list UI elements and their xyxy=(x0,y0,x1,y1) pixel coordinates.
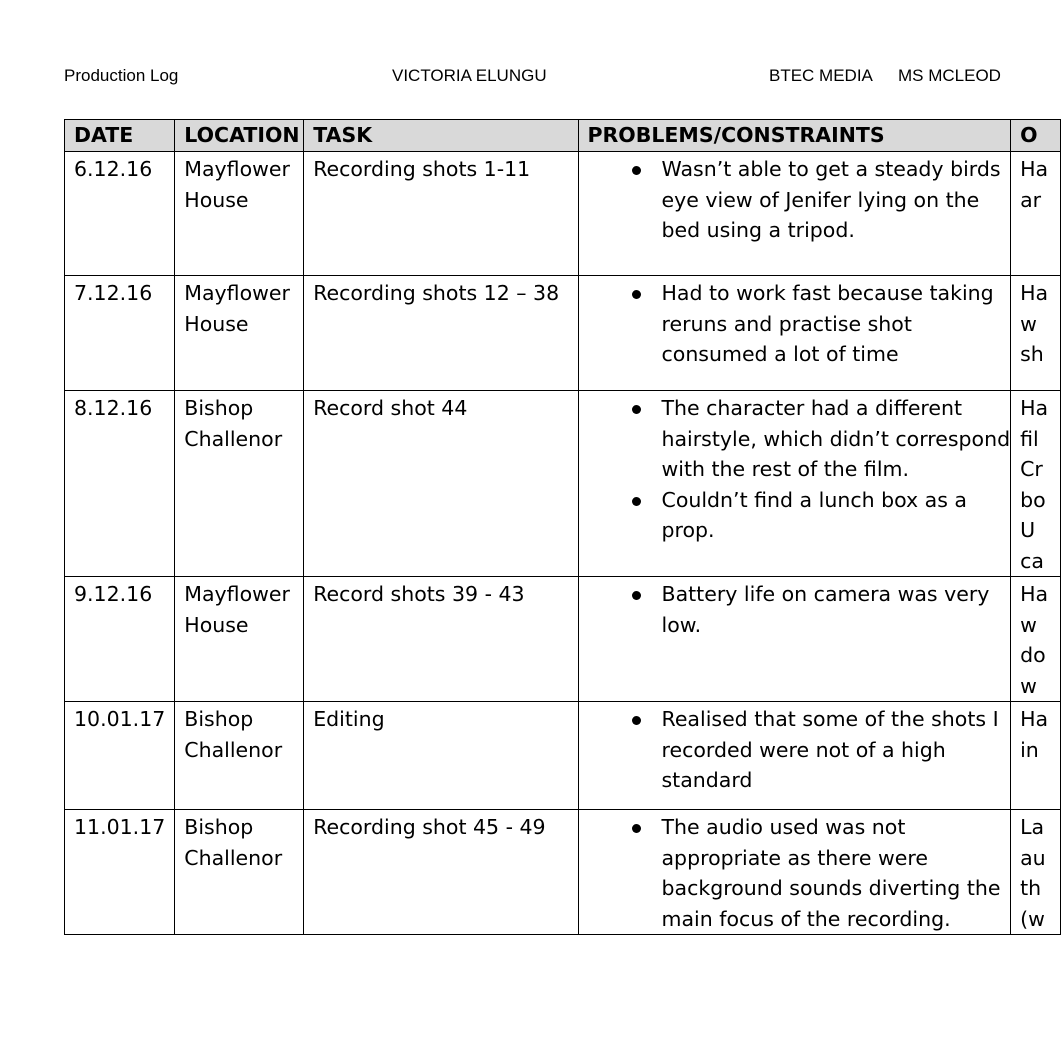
cell-location xyxy=(175,810,304,935)
location-line: Challenor xyxy=(184,845,283,870)
problem-line: with the rest of the film. xyxy=(661,457,910,481)
problem-item xyxy=(626,154,1011,246)
location-line: Bishop xyxy=(184,396,254,420)
cell-task: Record shot 44 xyxy=(304,391,578,577)
teacher-name: MS MCLEOD xyxy=(898,66,1001,85)
location-line: Mayflower xyxy=(184,582,290,606)
problem-list xyxy=(588,704,1011,796)
table-row xyxy=(65,577,1061,702)
outcome-line: bo xyxy=(1020,487,1046,512)
problem-item xyxy=(626,278,1011,370)
problem-line: Had to work fast because taking xyxy=(661,281,994,305)
problem-line: Battery life on camera was very xyxy=(661,582,990,606)
outcome-line: U xyxy=(1020,518,1036,542)
outcome-line: w xyxy=(1020,673,1037,698)
problem-line: standard xyxy=(661,768,753,792)
location-line: House xyxy=(184,187,249,212)
problem-list xyxy=(588,154,1011,246)
table-header-row xyxy=(65,120,1061,152)
problem-line: The character had a different xyxy=(661,396,963,420)
cell-task: Recording shots 12 – 38 xyxy=(304,276,578,391)
cell-outcome xyxy=(1011,391,1061,577)
problem-list xyxy=(588,812,1011,934)
problem-list xyxy=(588,393,1011,546)
outcome-line: ar xyxy=(1020,187,1042,212)
problem-line: Couldn’t find a lunch box as a xyxy=(661,487,967,512)
problem-line: background sounds diverting the xyxy=(661,876,1001,900)
outcome-line: ca xyxy=(1020,548,1044,573)
outcome-line: La xyxy=(1020,815,1045,839)
cell-problems xyxy=(578,391,1011,577)
table-row xyxy=(65,810,1061,935)
column-header-date: DATE xyxy=(65,120,175,152)
problem-line: main focus of the recording. xyxy=(661,906,951,931)
outcome-line: Ha xyxy=(1020,582,1049,606)
cell-location xyxy=(175,391,304,577)
cell-date: 9.12.16 xyxy=(65,577,175,702)
location-line: Bishop xyxy=(184,815,254,839)
cell-date: 10.01.17 xyxy=(65,702,175,810)
outcome-line: Ha xyxy=(1020,281,1049,305)
problem-item xyxy=(626,704,1011,796)
problem-line: Wasn’t able to get a steady birds xyxy=(661,157,1001,181)
column-header-outcome: O xyxy=(1011,120,1061,152)
problem-line: hairstyle, which didn’t correspond xyxy=(661,426,1011,451)
student-name: VICTORIA ELUNGU xyxy=(392,66,547,85)
outcome-line: au xyxy=(1020,845,1046,870)
cell-location xyxy=(175,702,304,810)
cell-date: 11.01.17 xyxy=(65,810,175,935)
table-row xyxy=(65,152,1061,276)
problem-line: Realised that some of the shots I xyxy=(661,707,999,731)
table-row xyxy=(65,276,1061,391)
column-header-problems: PROBLEMS/CONSTRAINTS xyxy=(578,120,1011,152)
location-line: House xyxy=(184,612,249,637)
cell-outcome xyxy=(1011,810,1061,935)
location-line: Bishop xyxy=(184,707,254,731)
cell-problems xyxy=(578,577,1011,702)
outcome-line: sh xyxy=(1020,342,1044,366)
problem-item xyxy=(626,393,1011,485)
cell-outcome xyxy=(1011,577,1061,702)
location-line: House xyxy=(184,311,249,336)
table-row xyxy=(65,391,1061,577)
cell-problems xyxy=(578,810,1011,935)
problem-line: eye view of Jenifer lying on the xyxy=(661,187,980,212)
course-name: BTEC MEDIA xyxy=(769,66,873,85)
cell-task: Recording shot 45 - 49 xyxy=(304,810,578,935)
cell-date: 7.12.16 xyxy=(65,276,175,391)
cell-date: 8.12.16 xyxy=(65,391,175,577)
doc-title: Production Log xyxy=(64,66,179,85)
location-line: Challenor xyxy=(184,737,283,762)
location-line: Challenor xyxy=(184,426,283,451)
outcome-line: Cr xyxy=(1020,457,1043,481)
cell-problems xyxy=(578,152,1011,276)
problem-line: prop. xyxy=(661,518,715,542)
cell-outcome xyxy=(1011,276,1061,391)
problem-list xyxy=(588,278,1011,370)
problem-line: recorded were not of a high xyxy=(661,737,946,762)
cell-date: 6.12.16 xyxy=(65,152,175,276)
outcome-line: fil xyxy=(1020,426,1039,451)
cell-task: Editing xyxy=(304,702,578,810)
table-row xyxy=(65,702,1061,810)
cell-outcome xyxy=(1011,152,1061,276)
cell-location xyxy=(175,276,304,391)
column-header-location: LOCATION xyxy=(175,120,304,152)
problem-item xyxy=(626,485,1011,546)
cell-location xyxy=(175,152,304,276)
location-line: Mayflower xyxy=(184,281,290,305)
outcome-line: th xyxy=(1020,876,1042,900)
problem-item xyxy=(626,812,1011,934)
outcome-line: in xyxy=(1020,737,1039,762)
cell-location xyxy=(175,577,304,702)
outcome-line: do xyxy=(1020,643,1046,667)
problem-line: appropriate as there were xyxy=(661,845,928,870)
column-header-task: TASK xyxy=(304,120,578,152)
cell-problems xyxy=(578,276,1011,391)
cell-problems xyxy=(578,702,1011,810)
cell-task: Record shots 39 - 43 xyxy=(304,577,578,702)
outcome-line: Ha xyxy=(1020,396,1049,420)
outcome-line: w xyxy=(1020,612,1037,637)
outcome-line: Ha xyxy=(1020,157,1049,181)
problem-line: low. xyxy=(661,612,702,637)
problem-line: reruns and practise shot xyxy=(661,311,912,336)
problem-list xyxy=(588,579,1011,640)
production-log-table xyxy=(64,119,1061,935)
problem-line: bed using a tripod. xyxy=(661,218,855,242)
problem-line: The audio used was not xyxy=(661,815,906,839)
cell-task: Recording shots 1-11 xyxy=(304,152,578,276)
problem-line: consumed a lot of time xyxy=(661,342,899,366)
outcome-line: w xyxy=(1020,311,1037,336)
outcome-line: (w xyxy=(1020,906,1045,931)
cell-outcome xyxy=(1011,702,1061,810)
location-line: Mayflower xyxy=(184,157,290,181)
problem-item xyxy=(626,579,1011,640)
outcome-line: Ha xyxy=(1020,707,1049,731)
